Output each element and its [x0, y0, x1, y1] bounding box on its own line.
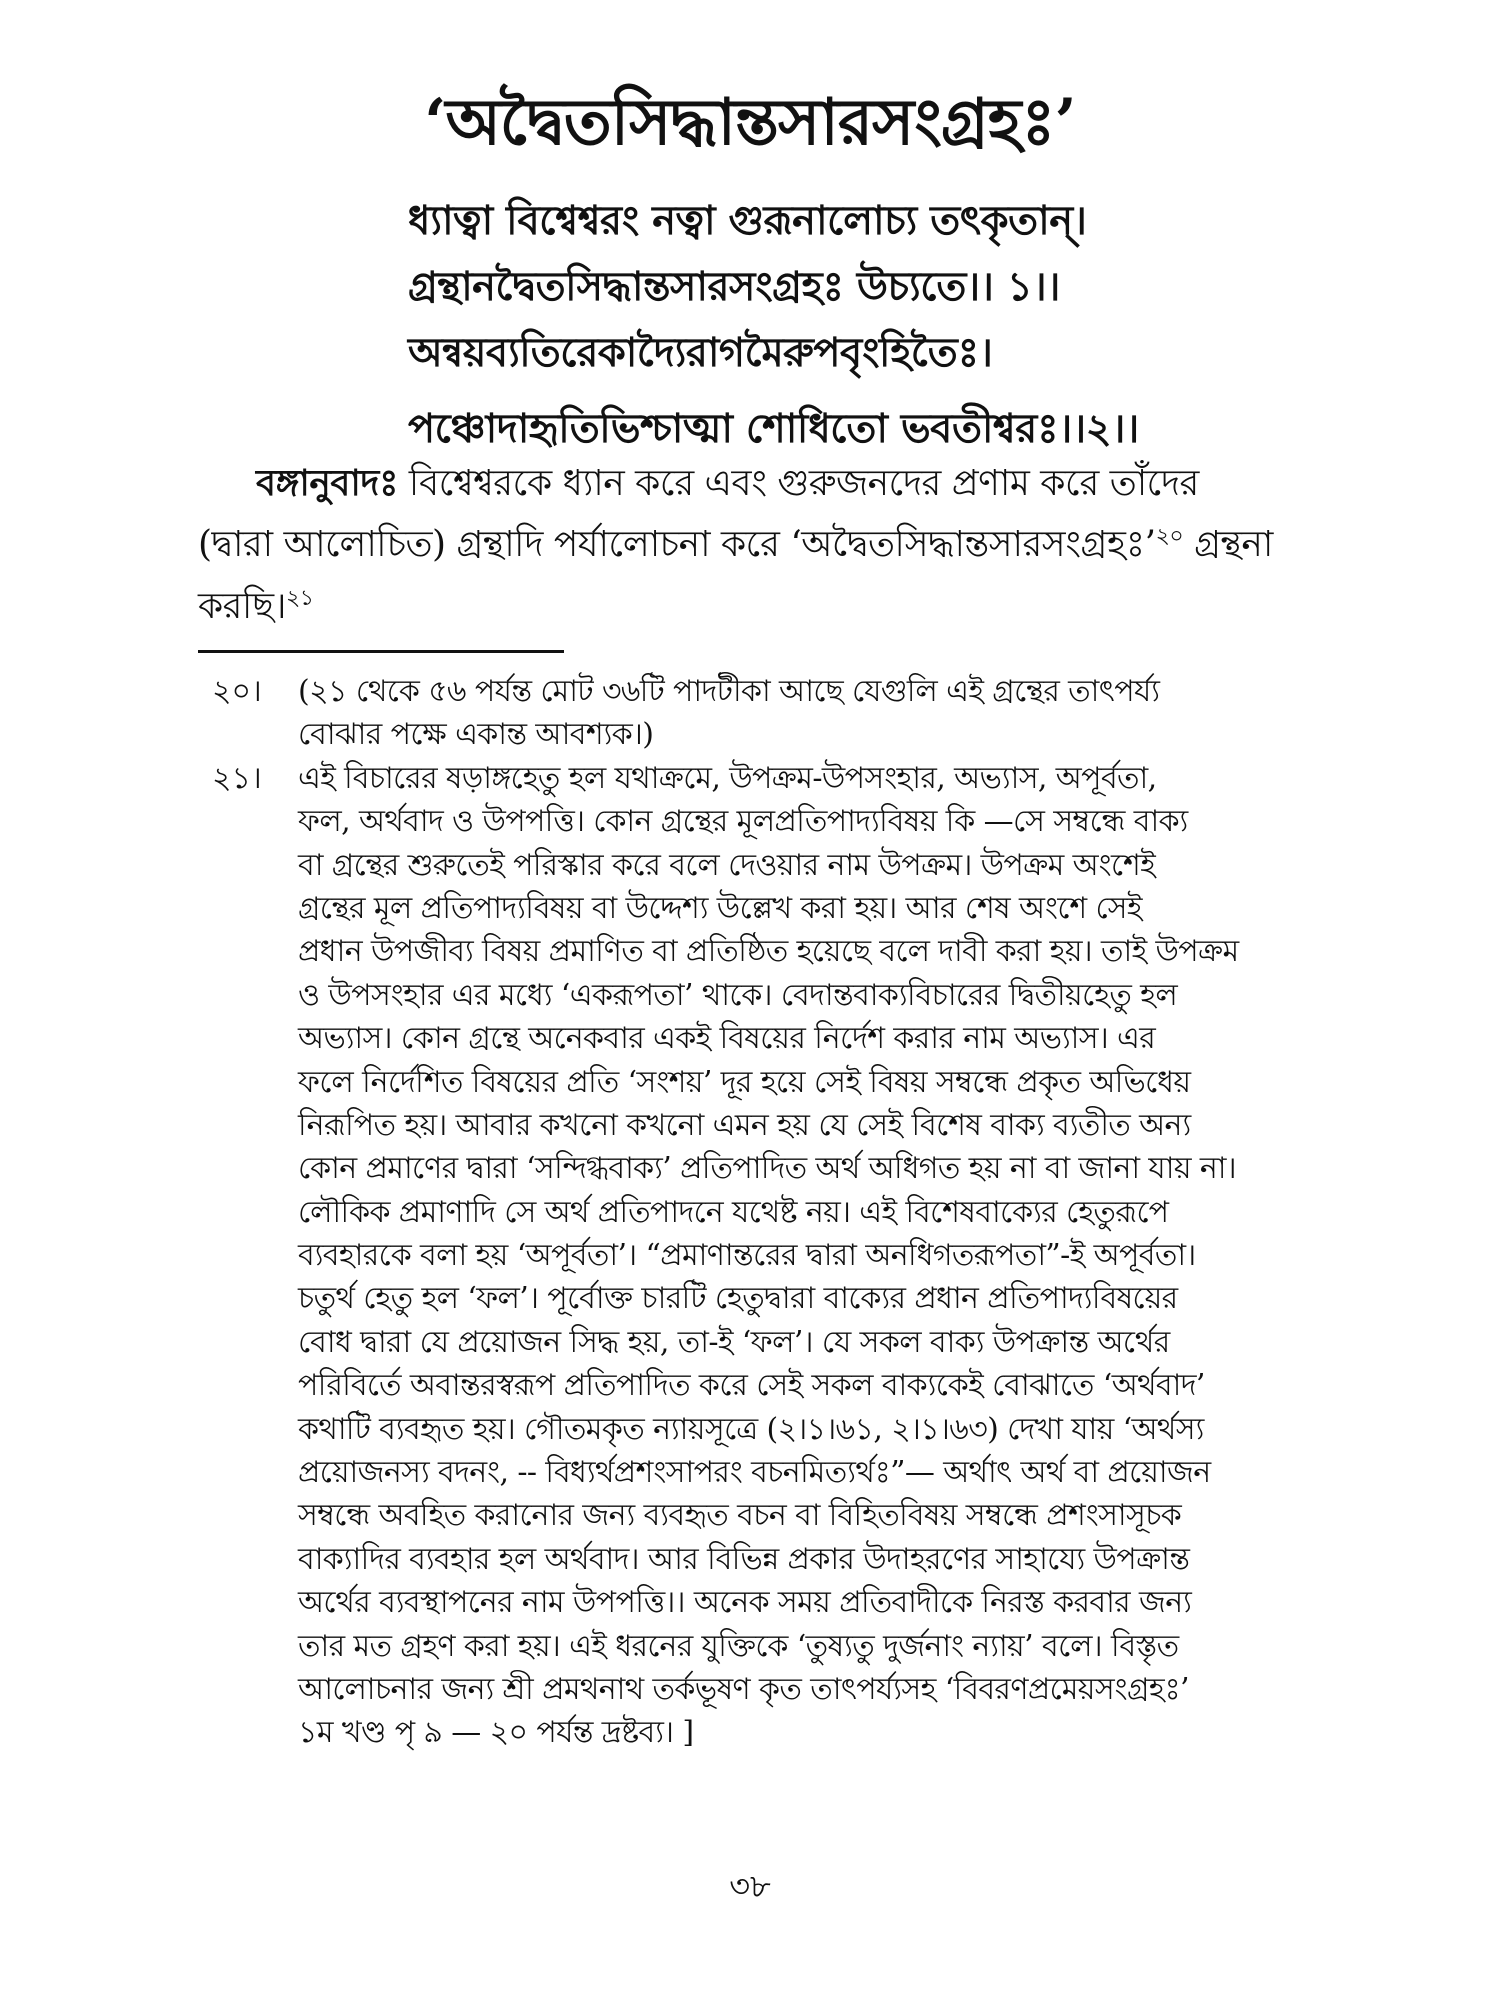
footnote-line: কোন প্রমাণের দ্বারা ‘সন্দিগ্ধবাক্য’ প্রতিপাদিত অর্থ অধিগত হয় না বা জানা যায় না।	[298, 1151, 1236, 1187]
translation-line	[198, 452, 1318, 514]
translation-line	[198, 514, 1318, 576]
footnote-line: (২১ থেকে ৫৬ পর্যন্ত মোট ৩৬টি পাদটীকা আছে যেগুলি এই গ্রন্থের তাৎপর্য্য	[298, 674, 1160, 709]
footnote-line: প্রয়োজনস্য বদনং, -- বিধ্যর্থপ্রশংসাপরং বচনমিত্যর্থঃ”— অর্থাৎ অর্থ বা প্রয়োজন	[298, 1455, 1211, 1491]
footnote-line: ফল, অর্থবাদ ও উপপত্তি। কোন গ্রন্থের মূলপ্রতিপাদ্যবিষয় কি —সে সম্বন্ধে বাক্য	[298, 804, 1188, 840]
footnote-line: বোধ দ্বারা যে প্রয়োজন সিদ্ধ হয়, তা-ই ‘ফল’। যে সকল বাক্য উপক্রান্ত অর্থের	[298, 1324, 1170, 1360]
footnote-line: প্রধান উপজীব্য বিষয় প্রমাণিত বা প্রতিষ্ঠিত হয়েছে বলে দাবী করা হয়। তাই উপক্রম	[298, 934, 1239, 970]
footnote-divider	[198, 650, 564, 653]
footnote-line: চতুর্থ হেতু হল ‘ফল’। পূর্বোক্ত চারটি হেতুদ্বারা বাক্যের প্রধান প্রতিপাদ্যবিষয়ের	[298, 1281, 1178, 1317]
footnote-number: ২০।	[212, 674, 262, 709]
page-number: ৩৮	[729, 1867, 771, 1905]
footnote	[212, 670, 1322, 757]
verse-line: গ্রন্থানদ্বৈতসিদ্ধান্তসারসংগ্রহঃ উচ্যতে।। ১।।	[408, 263, 1060, 310]
footnote-line: ১ম খণ্ড পৃ ৯ — ২০ পর্যন্ত দ্রষ্টব্য। ]	[298, 1715, 694, 1751]
translation-text: (দ্বারা আলোচিত) গ্রন্থাদি পর্যালোচনা করে ‘অদ্বৈতসিদ্ধান্তসারসংগ্রহঃ’	[198, 524, 1156, 565]
footnote	[212, 757, 1322, 1755]
footnote-line: তার মত গ্রহণ করা হয়। এই ধরনের যুক্তিকে ‘তুষ্যতু দুর্জনাং ন্যায়’ বলে। বিস্তৃত	[298, 1628, 1179, 1664]
bengali-translation	[198, 452, 1318, 638]
footnote-line: সম্বন্ধে অবহিত করানোর জন্য ব্যবহৃত বচন বা বিহিতবিষয় সম্বন্ধে প্রশংসাসূচক	[298, 1498, 1182, 1534]
footnote-ref: ২১	[285, 586, 314, 611]
footnotes	[212, 670, 1322, 1755]
footnote-line: কথাটি ব্যবহৃত হয়। গৌতমকৃত ন্যায়সূত্রে (২।১।৬১, ২।১।৬৩) দেখা যায় ‘অর্থস্য	[298, 1411, 1204, 1447]
footnote-line: ব্যবহারকে বলা হয় ‘অপূর্বতা’। “প্রমাণান্তরের দ্বারা অনধিগতরূপতা”-ই অপূর্বতা।	[298, 1238, 1196, 1274]
footnote-line: লৌকিক প্রমাণাদি সে অর্থ প্রতিপাদনে যথেষ্ট নয়। এই বিশেষবাক্যের হেতুরূপে	[298, 1194, 1169, 1230]
translation-text: গ্রন্থনা	[1183, 524, 1273, 565]
footnote-line: বাক্যাদির ব্যবহার হল অর্থবাদ। আর বিভিন্ন প্রকার উদাহরণের সাহায্যে উপক্রান্ত	[298, 1541, 1190, 1577]
footnote-line: অভ্যাস। কোন গ্রন্থে অনেকবার একই বিষয়ের নির্দেশ করার নাম অভ্যাস। এর	[298, 1021, 1156, 1057]
translation-text: বিশ্বেশ্বরকে ধ্যান করে এবং গুরুজনদের প্রণাম করে তাঁদের	[408, 463, 1199, 504]
footnote-line: আলোচনার জন্য শ্রী প্রমথনাথ তর্কভূষণ কৃত তাৎপর্য্যসহ ‘বিবরণপ্রমেয়সংগ্রহঃ’	[298, 1671, 1189, 1707]
sanskrit-verses	[408, 192, 1408, 466]
footnote-number: ২১।	[212, 760, 262, 796]
footnote-line: বা গ্রন্থের শুরুতেই পরিস্কার করে বলে দেওয়ার নাম উপক্রম। উপক্রম অংশেই	[298, 847, 1156, 883]
translation-text: করছি।	[198, 586, 286, 627]
footnote-ref: ২০	[1155, 524, 1184, 549]
footnote-line: ফলে নির্দেশিত বিষয়ের প্রতি ‘সংশয়’ দূর হয়ে সেই বিষয় সম্বন্ধে প্রকৃত অভিধেয়	[298, 1064, 1191, 1100]
page-title: ‘অদ্বৈতসিদ্ধান্তসারসংগ্রহঃ’	[424, 85, 1076, 160]
footnote-line: পরিবির্তে অবান্তরস্বরূপ প্রতিপাদিত করে সেই সকল বাক্যকেই বোঝাতে ‘অর্থবাদ’	[298, 1368, 1205, 1404]
footnote-line: ও উপসংহার এর মধ্যে ‘একরূপতা’ থাকে। বেদান্তবাক্যবিচারের দ্বিতীয়হেতু হল	[298, 977, 1178, 1013]
translation-line	[198, 576, 1318, 638]
footnote-body	[298, 670, 1322, 757]
footnote-line: অর্থের ব্যবস্থাপনের নাম উপপত্তি।। অনেক সময় প্রতিবাদীকে নিরস্ত করবার জন্য	[298, 1585, 1192, 1621]
verse-line: অন্বয়ব্যতিরেকাদ্যৈরাগমৈরুপবৃংহিতৈঃ।	[408, 329, 993, 376]
footnote-line: গ্রন্থের মূল প্রতিপাদ্যবিষয় বা উদ্দেশ্য উল্লেখ করা হয়। আর শেষ অংশে সেই	[298, 890, 1142, 926]
verse-line: পঞ্চোদাহৃতিভিশ্চাত্মা শোধিতো ভবতীশ্বরঃ।।২।।	[408, 405, 1139, 452]
verse-line: ধ্যাত্বা বিশ্বেশ্বরং নত্বা গুরূনালোচ্য তৎকৃতান্।	[408, 197, 1087, 244]
translation-label: বঙ্গানুবাদঃ	[256, 462, 398, 504]
footnote-body	[298, 757, 1322, 1755]
footnote-line: এই বিচারের ষড়াঙ্গহেতু হল যথাক্রমে, উপক্রম-উপসংহার, অভ্যাস, অপূর্বতা,	[298, 760, 1157, 796]
footnote-line: নিরূপিত হয়। আবার কখনো কখনো এমন হয় যে সেই বিশেষ বাক্য ব্যতীত অন্য	[298, 1107, 1191, 1143]
footnote-line: বোঝার পক্ষে একান্ত আবশ্যক।)	[298, 717, 654, 753]
